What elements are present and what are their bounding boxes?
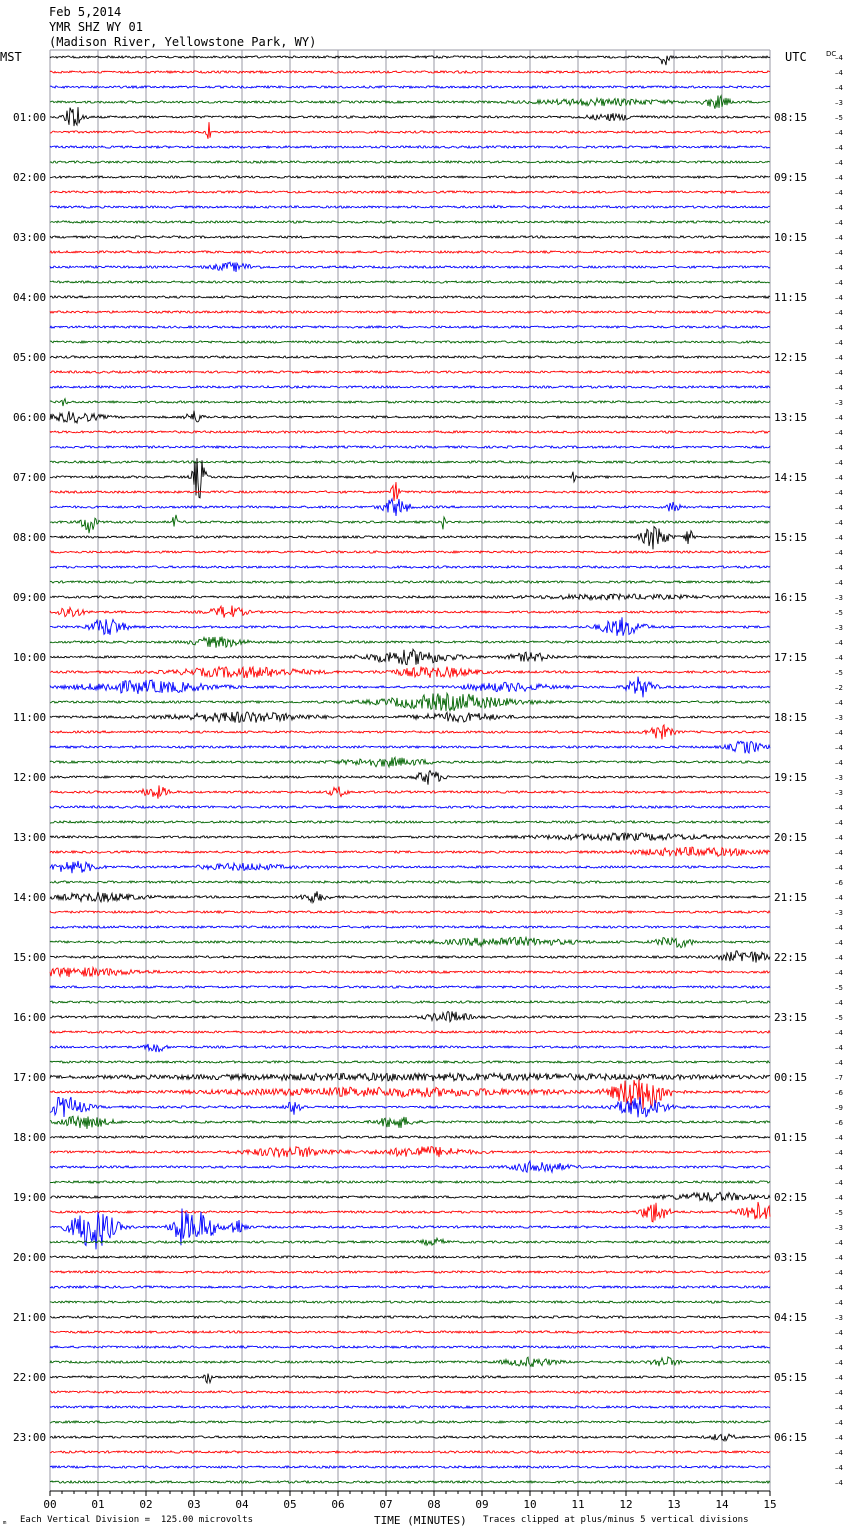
dc-offset-label: –4: [835, 1194, 843, 1202]
dc-offset-label: –4: [835, 1434, 843, 1442]
x-tick-label: 10: [523, 1498, 537, 1511]
trace-line-33: [50, 551, 770, 553]
dc-offset-label: –3: [835, 1224, 843, 1232]
trace-line-82: [50, 1286, 770, 1288]
dc-offset-label: –4: [835, 969, 843, 977]
trace-line-57: [50, 911, 770, 913]
right-hour-label: 21:15: [774, 891, 808, 904]
trace-line-50: [50, 806, 770, 808]
right-hour-label: 18:15: [774, 711, 808, 724]
trace-line-84: [50, 1316, 770, 1318]
header-location: (Madison River, Yellowstone Park, WY): [49, 35, 317, 49]
footer-mark: ₘ: [2, 1517, 8, 1527]
right-hour-label: 08:15: [774, 111, 808, 124]
dc-offset-label: –3: [835, 774, 843, 782]
trace-line-85: [50, 1331, 770, 1333]
right-hour-label: 12:15: [774, 351, 808, 364]
trace-line-48: [50, 771, 770, 785]
right-hour-label: 06:15: [774, 1431, 808, 1444]
trace-line-14: [50, 262, 770, 272]
dc-offset-label: –4: [835, 189, 843, 197]
left-hour-label: 16:00: [13, 1011, 47, 1024]
trace-line-91: [50, 1421, 770, 1423]
trace-line-7: [50, 161, 770, 163]
dc-offset-label: –4: [835, 429, 843, 437]
dc-offset-label: –4: [835, 69, 843, 77]
trace-line-92: [50, 1434, 770, 1441]
trace-line-67: [50, 1061, 770, 1063]
dc-offset-label: –4: [835, 504, 843, 512]
right-timezone-label: UTC: [785, 50, 807, 64]
dc-offset-label: –6: [835, 1119, 843, 1127]
dc-offset-label: –4: [835, 489, 843, 497]
right-hour-label: 17:15: [774, 651, 808, 664]
trace-line-58: [50, 926, 770, 928]
trace-line-74: [50, 1161, 770, 1172]
trace-line-76: [50, 1192, 770, 1201]
dc-offset-label: –5: [835, 984, 843, 992]
dc-offset-label: –4: [835, 519, 843, 527]
trace-line-70: [50, 1097, 770, 1117]
dc-offset-label: –4: [835, 444, 843, 452]
trace-line-25: [50, 431, 770, 433]
dc-offset-label: –4: [835, 339, 843, 347]
trace-line-16: [50, 296, 770, 298]
dc-offset-label: –4: [835, 924, 843, 932]
trace-line-35: [50, 581, 770, 583]
dc-offset-label: –4: [835, 1389, 843, 1397]
trace-line-68: [50, 1073, 770, 1081]
x-tick-label: 08: [427, 1498, 441, 1511]
trace-line-39: [50, 637, 770, 648]
dc-offset-label: –3: [835, 1314, 843, 1322]
trace-group: [50, 56, 770, 1483]
x-tick-label: 12: [619, 1498, 633, 1511]
trace-line-73: [50, 1147, 770, 1158]
dc-offset-label: –4: [835, 639, 843, 647]
dc-offset-label: –4: [835, 294, 843, 302]
trace-line-22: [50, 386, 770, 388]
left-hour-label: 20:00: [13, 1251, 47, 1264]
left-hour-label: 10:00: [13, 651, 47, 664]
left-hour-label: 18:00: [13, 1131, 47, 1144]
dc-offset-label: –4: [835, 939, 843, 947]
trace-line-34: [50, 566, 770, 568]
x-axis-title: TIME (MINUTES): [374, 1514, 467, 1527]
trace-line-5: [50, 122, 770, 139]
trace-line-10: [50, 205, 770, 208]
dc-offset-label: –4: [835, 579, 843, 587]
header-station: YMR SHZ WY 01: [49, 20, 143, 34]
dc-offset-label: –4: [835, 414, 843, 422]
x-tick-label: 05: [283, 1498, 297, 1511]
trace-line-53: [50, 847, 770, 856]
trace-line-88: [50, 1374, 770, 1383]
trace-line-72: [50, 1136, 770, 1138]
x-tick-label: 07: [379, 1498, 393, 1511]
dc-offset-label: –4: [835, 474, 843, 482]
trace-line-15: [50, 281, 770, 283]
right-hour-label: 09:15: [774, 171, 808, 184]
dc-offset-label: –4: [835, 654, 843, 662]
trace-line-3: [50, 96, 770, 109]
trace-line-1: [50, 71, 770, 73]
left-hour-label: 12:00: [13, 771, 47, 784]
trace-line-80: [50, 1256, 770, 1258]
trace-line-44: [50, 712, 770, 723]
trace-line-81: [50, 1271, 770, 1273]
dc-offset-label: –4: [835, 1419, 843, 1427]
dc-offset-label: –4: [835, 1359, 843, 1367]
trace-line-42: [50, 677, 770, 698]
trace-line-17: [50, 311, 770, 313]
trace-line-83: [50, 1301, 770, 1303]
trace-line-43: [50, 693, 770, 711]
trace-line-4: [50, 107, 770, 126]
dc-offset-label: –4: [835, 459, 843, 467]
dc-offset-label: –4: [835, 834, 843, 842]
dc-offset-label: –4: [835, 1029, 843, 1037]
dc-offset-label: –4: [835, 1269, 843, 1277]
trace-line-29: [50, 482, 770, 501]
dc-offset-label: –5: [835, 609, 843, 617]
trace-line-12: [50, 236, 770, 238]
trace-line-30: [50, 499, 770, 516]
footer-scale: Each Vertical Division = 125.00 microvolts: [20, 1515, 253, 1525]
x-tick-label: 11: [571, 1498, 585, 1511]
trace-line-21: [50, 371, 770, 373]
right-hour-label: 10:15: [774, 231, 808, 244]
trace-line-40: [50, 649, 770, 665]
dc-offset-label: –3: [835, 909, 843, 917]
dc-offset-label: –4: [835, 264, 843, 272]
left-hour-label: 19:00: [13, 1191, 47, 1204]
dc-offset-label: –5: [835, 669, 843, 677]
trace-line-9: [50, 191, 770, 193]
dc-offset-label: –4: [835, 354, 843, 362]
trace-line-41: [50, 667, 770, 678]
dc-offset-label: –4: [835, 999, 843, 1007]
trace-line-90: [50, 1406, 770, 1408]
right-hour-label: 04:15: [774, 1311, 808, 1324]
trace-line-20: [50, 356, 770, 358]
x-tick-label: 03: [187, 1498, 201, 1511]
right-hour-label: 01:15: [774, 1131, 808, 1144]
dc-offset-label: –4: [835, 954, 843, 962]
dc-offset-label: –9: [835, 1104, 843, 1112]
trace-line-6: [50, 146, 770, 148]
dc-offset-label: –4: [835, 369, 843, 377]
trace-line-18: [50, 326, 770, 328]
dc-offset-label: –4: [835, 1299, 843, 1307]
trace-line-27: [50, 461, 770, 463]
dc-offset-label: –4: [835, 744, 843, 752]
header-date: Feb 5,2014: [49, 5, 122, 19]
trace-line-46: [50, 741, 770, 753]
x-tick-label: 00: [43, 1498, 57, 1511]
dc-offset-label: –4: [835, 1254, 843, 1262]
dc-offset-label: –3: [835, 99, 843, 107]
right-hour-label: 05:15: [774, 1371, 808, 1384]
x-tick-label: 09: [475, 1498, 489, 1511]
right-hour-label: 14:15: [774, 471, 808, 484]
right-hour-label: 03:15: [774, 1251, 808, 1264]
right-hour-label: 15:15: [774, 531, 808, 544]
dc-offset-label: –6: [835, 1089, 843, 1097]
right-hour-label: 16:15: [774, 591, 808, 604]
trace-line-51: [50, 821, 770, 823]
dc-offset-label: –4: [835, 174, 843, 182]
trace-line-65: [50, 1031, 770, 1033]
trace-line-13: [50, 251, 770, 253]
left-hour-label: 08:00: [13, 531, 47, 544]
x-axis-ticks: [43, 1491, 776, 1511]
trace-line-66: [50, 1044, 770, 1052]
footer-clip-note: Traces clipped at plus/minus 5 vertical divisions: [483, 1515, 749, 1525]
dc-offset-label: –4: [835, 894, 843, 902]
right-hour-labels: [774, 111, 807, 1444]
left-hour-label: 22:00: [13, 1371, 47, 1384]
x-tick-label: 13: [667, 1498, 681, 1511]
x-tick-label: 01: [91, 1498, 105, 1511]
trace-line-8: [50, 176, 770, 178]
dc-offset-label: –3: [835, 399, 843, 407]
dc-offset-labels: [835, 54, 844, 1487]
dc-offset-label: –4: [835, 1179, 843, 1187]
left-hour-label: 02:00: [13, 171, 47, 184]
right-hour-label: 22:15: [774, 951, 808, 964]
trace-line-0: [50, 56, 770, 65]
trace-line-71: [50, 1116, 770, 1129]
dc-offset-label: –4: [835, 1479, 843, 1487]
dc-offset-label: –2: [835, 684, 843, 692]
x-tick-label: 02: [139, 1498, 153, 1511]
right-hour-label: 19:15: [774, 771, 808, 784]
left-hour-label: 01:00: [13, 111, 47, 124]
dc-offset-label: –4: [835, 204, 843, 212]
trace-line-86: [50, 1346, 770, 1348]
right-hour-label: 00:15: [774, 1071, 808, 1084]
left-hour-label: 11:00: [13, 711, 47, 724]
trace-line-79: [50, 1238, 770, 1245]
trace-line-77: [50, 1202, 770, 1222]
dc-offset-label: –4: [835, 129, 843, 137]
dc-offset-label: –4: [835, 1449, 843, 1457]
dc-offset-label: –4: [835, 1044, 843, 1052]
trace-line-55: [50, 881, 770, 883]
left-hour-label: 21:00: [13, 1311, 47, 1324]
trace-line-37: [50, 606, 770, 618]
left-hour-label: 07:00: [13, 471, 47, 484]
dc-offset-label: –5: [835, 114, 843, 122]
x-tick-label: 04: [235, 1498, 249, 1511]
dc-offset-label: –4: [835, 1329, 843, 1337]
dc-offset-label: –4: [835, 819, 843, 827]
trace-line-69: [50, 1079, 770, 1109]
left-hour-label: 09:00: [13, 591, 47, 604]
dc-offset-label: –3: [835, 789, 843, 797]
trace-line-63: [50, 1001, 770, 1003]
dc-offset-label: –4: [835, 159, 843, 167]
trace-line-45: [50, 725, 770, 739]
trace-line-89: [50, 1391, 770, 1393]
trace-line-62: [50, 986, 770, 988]
dc-offset-label: –4: [835, 84, 843, 92]
dc-offset-label: –6: [835, 879, 843, 887]
trace-line-19: [50, 341, 770, 343]
dc-offset-label: –4: [835, 549, 843, 557]
trace-line-59: [50, 937, 770, 947]
trace-line-78: [50, 1209, 770, 1250]
right-hour-label: 23:15: [774, 1011, 808, 1024]
trace-line-31: [50, 515, 770, 533]
dc-offset-label: –5: [835, 1209, 843, 1217]
dc-offset-label: –4: [835, 324, 843, 332]
trace-line-24: [50, 411, 770, 423]
left-timezone-label: MST: [0, 50, 22, 64]
dc-offset-label: –4: [835, 534, 843, 542]
left-hour-label: 23:00: [13, 1431, 47, 1444]
left-hour-labels: [13, 111, 46, 1444]
left-hour-label: 03:00: [13, 231, 47, 244]
left-hour-label: 15:00: [13, 951, 47, 964]
trace-line-56: [50, 891, 770, 902]
left-hour-label: 13:00: [13, 831, 47, 844]
left-hour-label: 14:00: [13, 891, 47, 904]
dc-offset-label: –7: [835, 1074, 843, 1082]
dc-offset-label: –4: [835, 144, 843, 152]
trace-line-52: [50, 833, 770, 841]
dc-offset-label: –4: [835, 1344, 843, 1352]
trace-line-64: [50, 1011, 770, 1021]
x-tick-label: 15: [763, 1498, 777, 1511]
dc-header-label: DC: [826, 50, 837, 58]
dc-offset-label: –4: [835, 759, 843, 767]
trace-line-2: [50, 86, 770, 88]
dc-offset-label: –4: [835, 729, 843, 737]
dc-offset-label: –4: [835, 1464, 843, 1472]
trace-line-93: [50, 1451, 770, 1453]
trace-line-11: [50, 221, 770, 223]
trace-line-47: [50, 757, 770, 767]
trace-line-36: [50, 594, 770, 600]
dc-offset-label: –4: [835, 864, 843, 872]
dc-offset-label: –4: [835, 384, 843, 392]
dc-offset-label: –4: [835, 54, 843, 62]
trace-line-87: [50, 1357, 770, 1367]
right-hour-label: 20:15: [774, 831, 808, 844]
dc-offset-label: –5: [835, 1014, 843, 1022]
left-hour-label: 05:00: [13, 351, 47, 364]
dc-offset-label: –4: [835, 564, 843, 572]
right-hour-label: 02:15: [774, 1191, 808, 1204]
dc-offset-label: –3: [835, 714, 843, 722]
trace-line-23: [50, 399, 770, 406]
trace-line-60: [50, 951, 770, 963]
trace-line-26: [50, 446, 770, 448]
dc-offset-label: –4: [835, 279, 843, 287]
dc-offset-label: –4: [835, 1374, 843, 1382]
x-tick-label: 14: [715, 1498, 729, 1511]
dc-offset-label: –4: [835, 234, 843, 242]
dc-offset-label: –4: [835, 1404, 843, 1412]
dc-offset-label: –4: [835, 1284, 843, 1292]
trace-line-32: [50, 527, 770, 550]
dc-offset-label: –4: [835, 309, 843, 317]
dc-offset-label: –4: [835, 1134, 843, 1142]
right-hour-label: 11:15: [774, 291, 808, 304]
dc-offset-label: –4: [835, 219, 843, 227]
dc-offset-label: –3: [835, 624, 843, 632]
trace-line-38: [50, 617, 770, 636]
trace-line-94: [50, 1466, 770, 1468]
dc-offset-label: –4: [835, 699, 843, 707]
trace-line-54: [50, 861, 770, 873]
dc-offset-label: –4: [835, 1239, 843, 1247]
trace-line-95: [50, 1481, 770, 1483]
dc-offset-label: –4: [835, 249, 843, 257]
trace-line-61: [50, 968, 770, 978]
left-hour-label: 06:00: [13, 411, 47, 424]
left-hour-label: 17:00: [13, 1071, 47, 1084]
dc-offset-label: –4: [835, 1164, 843, 1172]
dc-offset-label: –4: [835, 1149, 843, 1157]
dc-offset-label: –4: [835, 804, 843, 812]
right-hour-label: 13:15: [774, 411, 808, 424]
dc-offset-label: –4: [835, 849, 843, 857]
left-hour-label: 04:00: [13, 291, 47, 304]
trace-line-75: [50, 1181, 770, 1183]
x-tick-label: 06: [331, 1498, 345, 1511]
trace-line-49: [50, 785, 770, 798]
dc-offset-label: –4: [835, 1059, 843, 1067]
dc-offset-label: –3: [835, 594, 843, 602]
